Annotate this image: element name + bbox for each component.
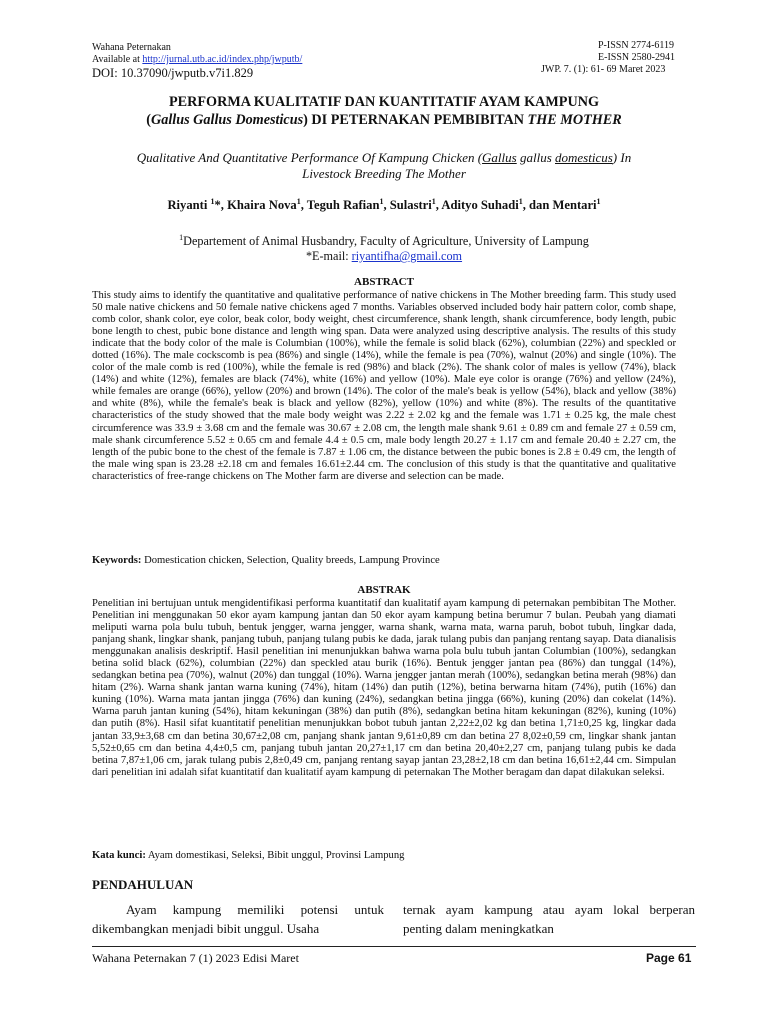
affiliation-text: Departement of Animal Husbandry, Faculty of Agriculture, University of Lampung	[183, 234, 589, 249]
keywords-line	[92, 555, 676, 567]
author	[167, 198, 227, 212]
abstract-heading: ABSTRACT	[354, 276, 414, 288]
paper-title	[60, 93, 708, 129]
title-line-2	[60, 111, 708, 129]
journal-header-left	[92, 42, 302, 81]
affiliation	[60, 230, 708, 264]
page-number: Page 61	[646, 951, 692, 965]
author-list	[60, 194, 708, 213]
section-heading-pendahuluan: PENDAHULUAN	[92, 877, 194, 892]
subtitle-part-1: Qualitative And Quantitative Performance Of Kampung Chicken (	[136, 150, 483, 165]
author-name: Teguh Rafian	[306, 198, 380, 213]
author-affil-marker: 1	[210, 197, 215, 206]
email-link[interactable]: riyantifha@gmail.com	[351, 249, 463, 264]
affiliation-line	[60, 230, 708, 249]
title-species: Gallus Gallus Domesticus	[150, 112, 304, 128]
p-issn: P-ISSN 2774-6119	[598, 40, 675, 51]
kata-kunci-text: Ayam domestikasi, Seleksi, Bibit unggul, Provinsi Lampung	[145, 850, 405, 861]
subtitle-genus: Gallus	[482, 150, 517, 165]
subtitle-line-1	[80, 150, 688, 166]
subtitle-subspecies: domesticus	[555, 150, 613, 165]
title-open-paren: (	[146, 112, 151, 128]
author-name: dan Mentari	[529, 198, 597, 213]
author	[307, 198, 390, 212]
author	[227, 198, 307, 212]
abstrak-body: Penelitian ini bertujuan untuk mengidentifikasi performa kuantitatif dan kualitatif ayam kampung di peternakan pembibitan The Mother. Penelitian ini menggunakan 50 ekor ayam kampung jantan dan 50 ekor ayam kampung betina berumur 7 bulan. Peubah yang diamati meliputi warna pola bulu tubuh, bentuk jengger, warna jengger, warna shank, warna mata, warna paruh, bobot tubuh, lingkar dada, panjang shank, lingkar shank, panjang tubuh, panjang tulang pubis ke dada, jarak tulang pubis dan panjang rentang sayap. Data dianalisis menggunakan analisis deskriptif. Hasil penelitian ini menunjukkan bahwa warna pola bulu tubuh jantan Columbian (100%), sedangkan betina solid black (62%), columbian (22%) dan speckled atau burik (16%). Bentuk jengger jantan pea (86%) dan tunggal (14%), sedangkan betina pea (70%), walnut (20%) dan tunggal (10%). Warna jengger jantan merah (100%), sedangkan betina merah (98%) dan hitam (2%). Warna shank jantan warna kuning (74%), hitam (14%) dan putih (12%), betina berwarna hitam (74%), putih (16%) dan kuning (10%). Warna mata jantan jingga (76%) dan kuning (24%), sedangkan betina jingga (66%), kuning (20%) dan cokelat (14%). Warna paruh jantan kuning (54%), hitam kekuningan (38%) dan putih (8%), sedangkan betina hitam kekuningan (82%), kuning (10%) dan putih (8%). Hasil sifat kuantitatif penelitian menunjukkan bobot tubuh jantan 2,22±2,02 kg dan betina 1,71±0,25 kg, lingkar dada jantan 33,9±3,68 cm dan betina 30,67±2,08 cm, panjang shank jantan 9,61±0,89 cm dan betina 27 8,02±0,59 cm, lingkar shank jantan 5,52±0,65 cm dan betina 4,4±0,5 cm, panjang tubuh jantan 20,27±1,17 cm dan betina 20,40±2,27 cm, panjang tulang pubis ke dada betina 7,87±1,06 cm, jarak tulang pubis 2,8±0,49 cm, panjang rentang sayap jantan 23,28±2,18 cm dan betina 16,61±2,44 cm. Simpulan dari penelitian ini adalah sifat kuantitatif dan kualitatif ayam kampung di peternakan The Mother beragam dan dapat dilakukan seleksi.	[92, 598, 676, 778]
author-name: Khaira Nova	[227, 198, 297, 213]
title-line-1: PERFORMA KUALITATIF DAN KUANTITATIF AYAM KAMPUNG	[169, 94, 599, 110]
available-prefix: Available at	[92, 54, 143, 65]
email-label: *E-mail:	[305, 249, 352, 264]
author-name: Sulastri	[389, 198, 432, 213]
subtitle-line-2: Livestock Breeding The Mother	[302, 166, 466, 181]
author	[390, 198, 442, 212]
intro-column-left: Ayam kampung memiliki potensi untuk dikembangkan menjadi bibit unggul. Usaha	[92, 902, 384, 936]
author-affil-marker: 1	[296, 197, 301, 206]
author-separator: *,	[214, 198, 228, 213]
e-issn: E-ISSN 2580-2941	[598, 52, 675, 63]
subtitle-species: gallus	[519, 150, 552, 165]
availability-line	[92, 54, 302, 66]
author-separator: ,	[522, 198, 530, 213]
keywords-label: Keywords:	[92, 555, 142, 566]
affiliation-marker: 1	[179, 233, 184, 242]
author-name: Adityo Suhadi	[441, 198, 519, 213]
author	[529, 198, 601, 212]
paper-subtitle	[80, 150, 688, 182]
author-name: Riyanti	[167, 198, 211, 213]
footer-journal-issue: Wahana Peternakan 7 (1) 2023 Edisi Maret	[92, 951, 299, 965]
title-farm-name: THE MOTHER	[527, 112, 622, 128]
kata-kunci-label: Kata kunci:	[92, 850, 146, 861]
keywords-text: Domestication chicken, Selection, Quality breeds, Lampung Province	[141, 555, 440, 566]
journal-name: Wahana Peternakan	[92, 42, 171, 53]
author	[441, 198, 529, 212]
subtitle-part-2: ) In	[612, 150, 632, 165]
journal-header-right	[541, 40, 675, 76]
author-separator: ,	[435, 198, 442, 213]
author-affil-marker: 1	[596, 197, 601, 206]
journal-url-link[interactable]: http://jurnal.utb.ac.id/index.php/jwputb/	[142, 54, 303, 65]
footer-divider	[92, 946, 696, 947]
title-line-2-mid: ) DI PETERNAKAN PEMBIBITAN	[303, 112, 528, 128]
volume-info: JWP. 7. (1): 61- 69 Maret 2023	[541, 64, 666, 75]
author-separator: ,	[300, 198, 307, 213]
abstrak-heading: ABSTRAK	[357, 584, 411, 596]
intro-column-right: ternak ayam kampung atau ayam lokal berperan penting dalam meningkatkan	[403, 902, 695, 936]
abstract-body: This study aims to identify the quantitative and qualitative performance of native chickens in The Mother breeding farm. This study used 50 male native chickens and 50 female native chickens aged 7 months. Variables observed included body hair pattern color, comb shape, comb color, shank color, eye color, beak color, body weight, chest circumference, shank length, shank circumference, body length, pubic bone length to chest, pubic bone distance and length wing span. Data were analyzed using descriptive analysis. The results of this study indicate that the body color of the male is Columbian (100%), while the female is solid black (62%), columbian (22%) and speckled or dotted (16%). The male cockscomb is pea (86%) and single (14%), while the female is pea (70%), walnut (20%) and single (10%). The color of the male comb is red (100%), while the female is red (98%) and black (2%). The shank color of males is yellow (74%), black (14%) and white (12%), females are black (74%), white (16%) and yellow (10%). Male eye color is orange (76%) and yellow (24%), while females are orange (66%), yellow (20%) and brown (14%). The color of the male's beak is yellow (54%), black and yellow (38%) and white (8%), while the female's beak is black and yellow (82%), yellow (10%) and white (8%). The results of the quantitative characteristics of the study showed that the male body weight was 2.22 ± 2.02 kg and the female was 1.71 ± 0.25 kg, the male chest circumference was 33.9 ± 3.68 cm and the female was 30.67 ± 2.08 cm, the length male shank 9.61 ± 0.89 cm and female 27 ± 0.59 cm, male shank circumference 5.52 ± 0.65 cm and female 4.4 ± 0.5 cm, male body length 20.27 ± 1.17 cm and female 20.40 ± 2.27 cm, the length of the pubic bone to the chest of the female is 7.87 ± 1.06 cm, the distance between the pubic bones is 2.8 ± 0.49 cm, the length of the male wing span is 23.28 ±2.18 cm and females 16.61±2.44 cm. The conclusion of this study is that the quantitative and qualitative characteristics of free-range chickens on The Mother farm are diverse and selection can be made.	[92, 290, 676, 482]
author-affil-marker: 1	[379, 197, 384, 206]
doi: DOI: 10.37090/jwputb.v7i1.829	[92, 66, 254, 80]
kata-kunci-line	[92, 850, 676, 862]
author-separator: ,	[383, 198, 390, 213]
email-line	[60, 249, 708, 264]
author-affil-marker: 1	[518, 197, 523, 206]
author-affil-marker: 1	[431, 197, 436, 206]
